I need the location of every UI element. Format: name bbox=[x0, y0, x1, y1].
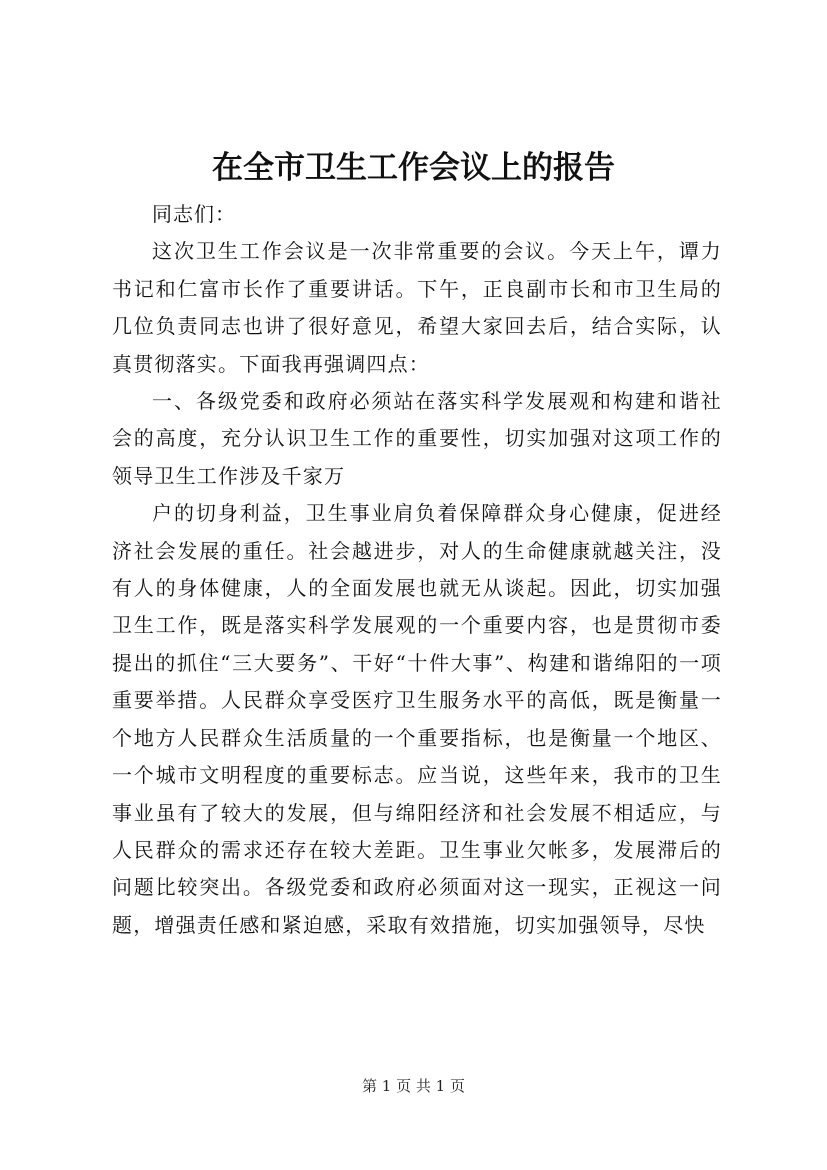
intro-paragraph: 这次卫生工作会议是一次非常重要的会议。今天上午，谭力书记和仁富市长作了重要讲话。下午，正良副市长和市卫生局的几位负责同志也讲了很好意见，希望大家回去后，结合实际，认真贯彻落实。下面我再强调四点： bbox=[112, 239, 722, 376]
document-title: 在全市卫生工作会议上的报告 bbox=[212, 150, 615, 186]
page-footer: 第 1 页 共 1 页 bbox=[362, 1077, 465, 1095]
section-one-body-paragraph: 户的切身利益，卫生事业肩负着保障群众身心健康，促进经济社会发展的重任。社会越进步，对人的生命健康就越关注，没有人的身体健康，人的全面发展也就无从谈起。因此，切实加强卫生工作，既是落实科学发展观的一个重要内容，也是贯彻市委提出的抓住“三大要务”、干好“十件大事”、构建和谐绵阳的一项重要举措。人民群众享受医疗卫生服务水平的高低，既是衡量一个地方人民群众生活质量的一个重要指标，也是衡量一个地区、一个城市文明程度的重要标志。应当说，这些年来，我市的卫生事业虽有了较大的发展，但与绵阳经济和社会发展不相适应，与人民群众的需求还存在较大差距。卫生事业欠帐多，发展滞后的问题比较突出。各级党委和政府必须面对这一现实，正视这一问题，增强责任感和紧迫感，采取有效措施，切实加强领导，尽快 bbox=[112, 501, 722, 937]
document-body bbox=[112, 196, 722, 944]
section-one-heading-paragraph: 一、各级党委和政府必须站在落实科学发展观和构建和谐社会的高度，充分认识卫生工作的重要性，切实加强对这项工作的领导卫生工作涉及千家万 bbox=[112, 389, 722, 488]
salutation-paragraph: 同志们： bbox=[152, 202, 236, 226]
